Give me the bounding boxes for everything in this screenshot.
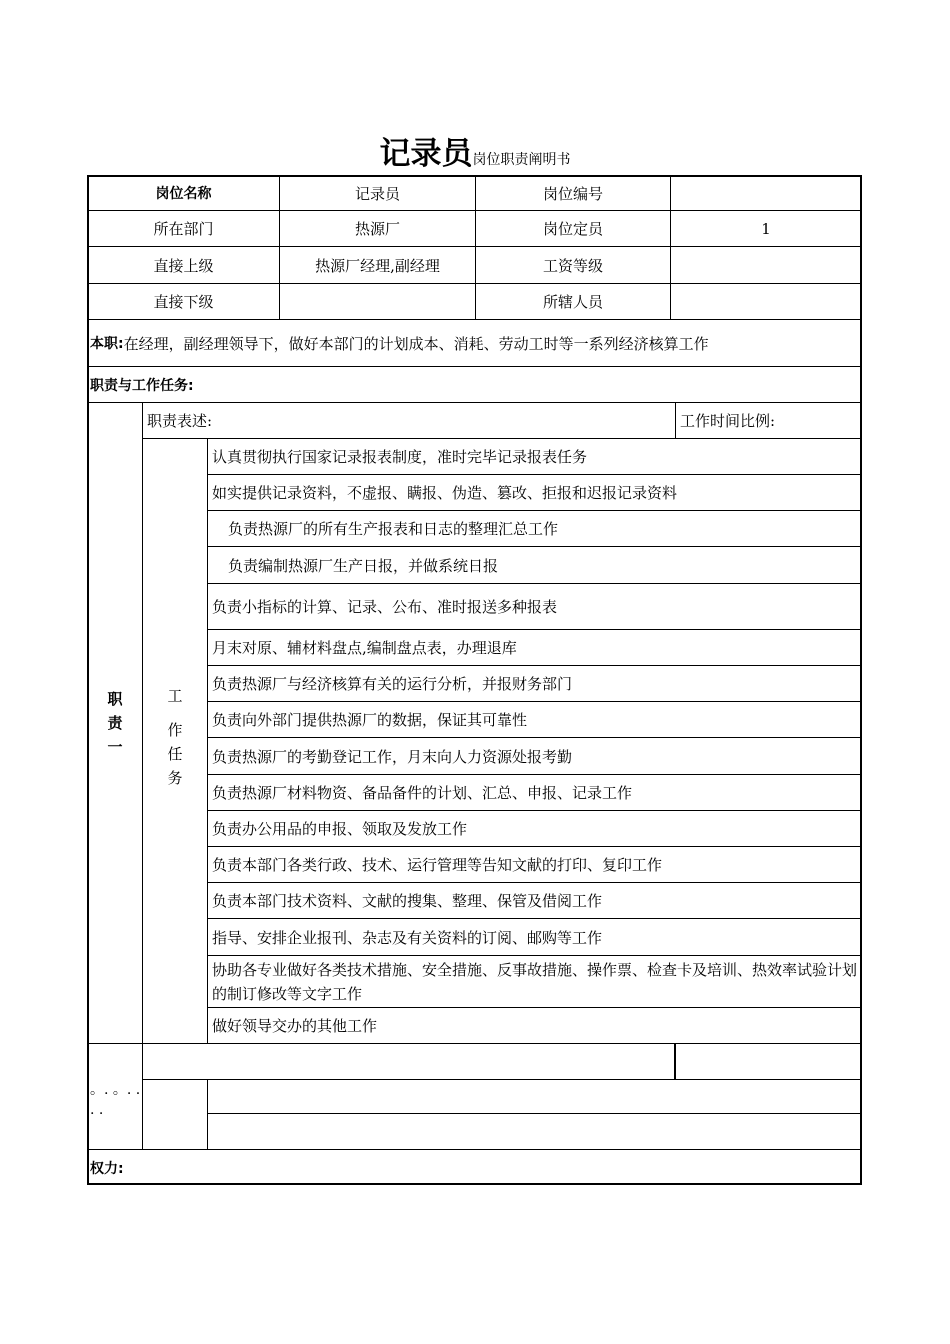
task-item: 负责热源厂与经济核算有关的运行分析，并报财务部门 bbox=[212, 675, 573, 693]
value-direct-superior: 热源厂经理,副经理 bbox=[315, 256, 440, 275]
label-position-number: 岗位编号 bbox=[542, 184, 603, 203]
label-staff-under: 所辖人员 bbox=[542, 293, 603, 311]
task-item: 如实提供记录资料，不虚报、瞒报、伪造、篡改、拒报和迟报记录资料 bbox=[212, 484, 678, 502]
value-position-number bbox=[671, 176, 861, 210]
value-salary-grade bbox=[671, 247, 861, 283]
responsibilities-heading: 职责与工作任务: bbox=[90, 377, 194, 394]
time-ratio-label: 工作时间比例: bbox=[680, 412, 776, 430]
ellipsis-marker: 。. 。. . . . bbox=[90, 1082, 141, 1118]
task-item: 负责热源厂的考勤登记工作，月末向人力资源处报考勤 bbox=[212, 747, 573, 766]
task-item: 负责办公用品的申报、领取及发放工作 bbox=[212, 820, 468, 838]
title-sub: 岗位职责阐明书 bbox=[472, 152, 571, 168]
value-staff-under bbox=[671, 284, 861, 319]
task-item: 做好领导交办的其他工作 bbox=[212, 1017, 378, 1035]
task-item: 负责热源厂的所有生产报表和日志的整理汇总工作 bbox=[228, 520, 559, 538]
label-headcount: 岗位定员 bbox=[542, 220, 603, 238]
description-label: 职责表述: bbox=[147, 412, 213, 430]
task-item: 负责本部门各类行政、技术、运行管理等告知文献的打印、复印工作 bbox=[212, 856, 663, 874]
task-item: 指导、安排企业报刊、杂志及有关资料的订阅、邮购等工作 bbox=[212, 928, 603, 947]
title-main: 记录员 bbox=[379, 136, 473, 172]
value-direct-subordinate bbox=[280, 284, 475, 319]
task-item: 负责本部门技术资料、文献的搜集、整理、保管及借阅工作 bbox=[212, 892, 603, 910]
work-tasks-label: 工 作 任 务 bbox=[167, 687, 183, 787]
task-item: 负责小指标的计算、记录、公布、准时报送多种报表 bbox=[212, 598, 558, 616]
duty-one-label: 职 责 一 bbox=[107, 690, 123, 756]
duty-text: 在经理，副经理领导下，做好本部门的计划成本、消耗、劳动工时等一系列经济核算工作 bbox=[123, 334, 709, 353]
value-headcount: 1 bbox=[761, 219, 771, 238]
label-direct-superior: 直接上级 bbox=[153, 256, 214, 275]
value-department: 热源厂 bbox=[354, 220, 400, 238]
label-position-name: 岗位名称 bbox=[155, 186, 212, 202]
label-salary-grade: 工资等级 bbox=[542, 256, 603, 275]
task-item: 月末对原、辅材料盘点,编制盘点表，办理退库 bbox=[212, 639, 517, 657]
task-item: 协助各专业做好各类技术措施、安全措施、反事故措施、操作票、检查卡及培训、热效率试验计划的制订修改等文字工作 bbox=[212, 961, 858, 1003]
duty-row bbox=[90, 320, 860, 366]
authority-label: 权力: bbox=[90, 1160, 124, 1177]
label-direct-subordinate: 直接下级 bbox=[153, 293, 214, 311]
task-item: 负责向外部门提供热源厂的数据，保证其可靠性 bbox=[212, 711, 528, 729]
task-item: 负责编制热源厂生产日报，并做系统日报 bbox=[228, 556, 499, 575]
document-title bbox=[0, 128, 950, 173]
task-item: 负责热源厂材料物资、备品备件的计划、汇总、申报、记录工作 bbox=[212, 784, 633, 802]
label-department: 所在部门 bbox=[153, 220, 214, 238]
value-position-name: 记录员 bbox=[354, 184, 400, 203]
task-item: 认真贯彻执行国家记录报表制度，准时完毕记录报表任务 bbox=[212, 448, 588, 466]
duty-label: 本职: bbox=[90, 336, 124, 352]
